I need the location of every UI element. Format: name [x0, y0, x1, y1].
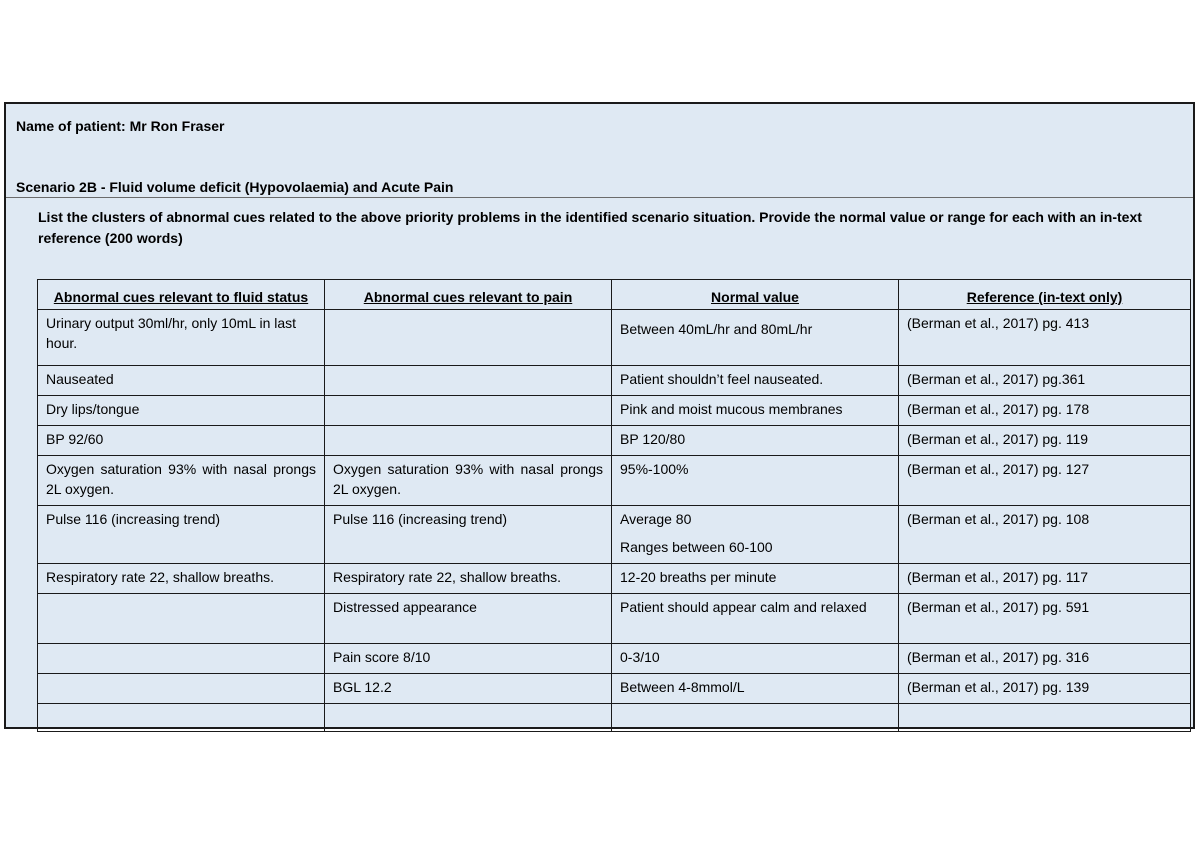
reference: (Berman et al., 2017) pg. 127	[899, 456, 1191, 506]
fluid-cue: Dry lips/tongue	[38, 396, 325, 426]
pain-cue: Distressed appearance	[325, 594, 612, 644]
normal-value: Between 4-8mmol/L	[612, 674, 899, 704]
pain-cue	[325, 704, 612, 732]
fluid-cue: BP 92/60	[38, 426, 325, 456]
table-row	[38, 644, 1191, 674]
fluid-cue: Respiratory rate 22, shallow breaths.	[38, 564, 325, 594]
reference	[899, 704, 1191, 732]
pain-cue	[325, 426, 612, 456]
pain-cue	[325, 396, 612, 426]
header-reference: Reference (in-text only)	[899, 280, 1191, 310]
table-row	[38, 396, 1191, 426]
instructions: List the clusters of abnormal cues related to the above priority problems in the identified scenario situation. Provide the normal value or range for each with an in-text reference (200 words)	[38, 209, 1142, 246]
normal-value: 95%-100%	[612, 456, 899, 506]
normal-value: 12-20 breaths per minute	[612, 564, 899, 594]
fluid-cue	[38, 594, 325, 644]
table-row	[38, 564, 1191, 594]
header-fluid: Abnormal cues relevant to fluid status	[38, 280, 325, 310]
reference: (Berman et al., 2017) pg. 413	[899, 310, 1191, 366]
pain-cue: Respiratory rate 22, shallow breaths.	[325, 564, 612, 594]
reference: (Berman et al., 2017) pg. 108	[899, 506, 1191, 564]
normal-value: 0-3/10	[612, 644, 899, 674]
pain-cue: BGL 12.2	[325, 674, 612, 704]
pain-cue: Pain score 8/10	[325, 644, 612, 674]
table-row	[38, 704, 1191, 732]
fluid-cue: Urinary output 30ml/hr, only 10mL in last hour.	[38, 310, 325, 366]
patient-name: Name of patient: Mr Ron Fraser	[16, 118, 225, 134]
pain-cue: Pulse 116 (increasing trend)	[325, 506, 612, 564]
normal-value: Between 40mL/hr and 80mL/hr	[612, 310, 899, 366]
cues-table	[37, 279, 1191, 732]
pain-cue	[325, 310, 612, 366]
reference: (Berman et al., 2017) pg. 119	[899, 426, 1191, 456]
normal-value: Patient shouldn’t feel nauseated.	[612, 366, 899, 396]
normal-value-cell	[612, 506, 899, 564]
fluid-cue: Oxygen saturation 93% with nasal prongs 2L oxygen.	[38, 456, 325, 506]
reference: (Berman et al., 2017) pg. 139	[899, 674, 1191, 704]
normal-value: BP 120/80	[612, 426, 899, 456]
table-row	[38, 456, 1191, 506]
assessment-form	[4, 102, 1195, 729]
table-row	[38, 426, 1191, 456]
header-normal: Normal value	[612, 280, 899, 310]
table-row	[38, 506, 1191, 564]
fluid-cue	[38, 674, 325, 704]
scenario-title: Scenario 2B - Fluid volume deficit (Hypovolaemia) and Acute Pain	[16, 179, 454, 195]
fluid-cue	[38, 704, 325, 732]
normal-value	[612, 704, 899, 732]
normal-range: Ranges between 60-100	[620, 539, 773, 555]
normal-value: Patient should appear calm and relaxed	[612, 594, 899, 644]
pain-cue	[325, 366, 612, 396]
fluid-cue: Pulse 116 (increasing trend)	[38, 506, 325, 564]
divider	[6, 197, 1193, 198]
table-header-row	[38, 280, 1191, 310]
reference: (Berman et al., 2017) pg. 117	[899, 564, 1191, 594]
table-row	[38, 366, 1191, 396]
table-row	[38, 594, 1191, 644]
reference: (Berman et al., 2017) pg.361	[899, 366, 1191, 396]
reference: (Berman et al., 2017) pg. 316	[899, 644, 1191, 674]
fluid-cue: Nauseated	[38, 366, 325, 396]
normal-value: Average 80	[620, 511, 692, 527]
table-row	[38, 674, 1191, 704]
pain-cue: Oxygen saturation 93% with nasal prongs 2L oxygen.	[325, 456, 612, 506]
reference: (Berman et al., 2017) pg. 178	[899, 396, 1191, 426]
table-row	[38, 310, 1191, 366]
normal-value: Pink and moist mucous membranes	[612, 396, 899, 426]
header-pain: Abnormal cues relevant to pain	[325, 280, 612, 310]
reference: (Berman et al., 2017) pg. 591	[899, 594, 1191, 644]
fluid-cue	[38, 644, 325, 674]
